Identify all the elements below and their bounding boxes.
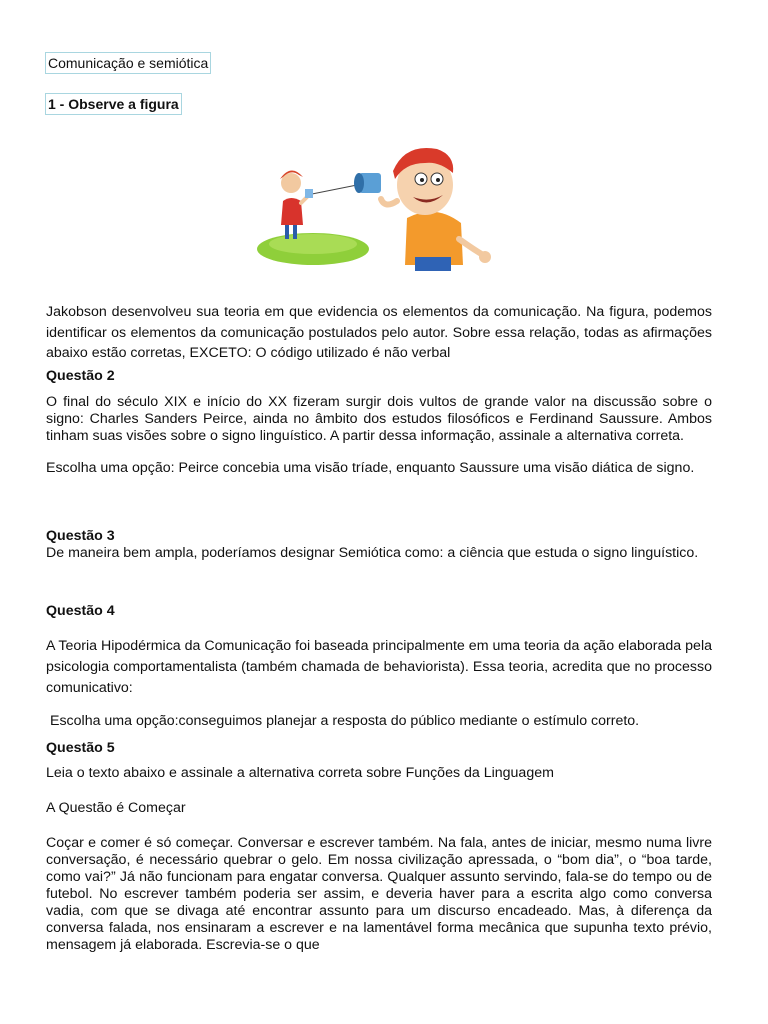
question-5-text: Leia o texto abaixo e assinale a alternativa correta sobre Funções da Linguagem bbox=[46, 765, 554, 781]
tin-can-telephone-illustration bbox=[255, 143, 495, 283]
document-title: Comunicação e semiótica bbox=[45, 52, 211, 74]
question-1-heading: 1 - Observe a figura bbox=[45, 93, 182, 115]
question-4-text: A Teoria Hipodérmica da Comunicação foi baseada principalmente em uma teoria da ação elaborada pela psicologia comportamentalista (também chamada de behaviorista). Essa teoria, acredita que no processo comunicativo: bbox=[46, 638, 712, 696]
question-2-answer: Escolha uma opção: Peirce concebia uma visão tríade, enquanto Saussure uma visão diática de signo. bbox=[46, 460, 695, 476]
question-5-subtitle: A Questão é Começar bbox=[46, 800, 186, 816]
question-5-heading: Questão 5 bbox=[46, 740, 115, 756]
question-2-heading: Questão 2 bbox=[46, 368, 115, 384]
question-1-text: Jakobson desenvolveu sua teoria em que evidencia os elementos da comunicação. Na figura, podemos identificar os elementos da comunicação postulados pelo autor. Sobre essa relação, todas as afirmações abaixo estão corretas, EXCETO: O código utilizado é não verbal bbox=[46, 304, 712, 361]
question-4-heading: Questão 4 bbox=[46, 603, 115, 619]
question-3-heading: Questão 3 bbox=[46, 528, 115, 544]
question-2-text: O final do século XIX e início do XX fizeram surgir dois vultos de grande valor na discussão sobre o signo: Charles Sanders Peirce, ainda no âmbito dos estudos filosóficos e Ferdinand Saussure. Ambos tinham suas visões sobre o signo linguístico. A partir dessa informação, assinale a alternativa correta. bbox=[46, 394, 712, 444]
question-5-body: Coçar e comer é só começar. Conversar e escrever também. Na fala, antes de iniciar, mesmo numa livre conversação, é necessário quebrar o gelo. Em nossa civilização apressada, o “bom dia”, o “boa tarde, como vai?” Já não funcionam para engatar conversa. Qualquer assunto servindo, fala-se do tempo ou de futebol. No escrever também poderia ser assim, e deveria haver para a escrita algo como conversa vadia, com que se divaga até encontrar assunto para um discurso encadeado. Mas, à diferença da conversa falada, nos ensinaram a escrever e na lamentável forma mecânica que supunha texto prévio, mensagem já elaborada. Escrevia-se o que bbox=[46, 835, 712, 953]
question-4-answer: Escolha uma opção:conseguimos planejar a resposta do público mediante o estímulo correto. bbox=[50, 713, 640, 729]
question-3-text: De maneira bem ampla, poderíamos designar Semiótica como: a ciência que estuda o signo linguístico. bbox=[46, 545, 699, 561]
